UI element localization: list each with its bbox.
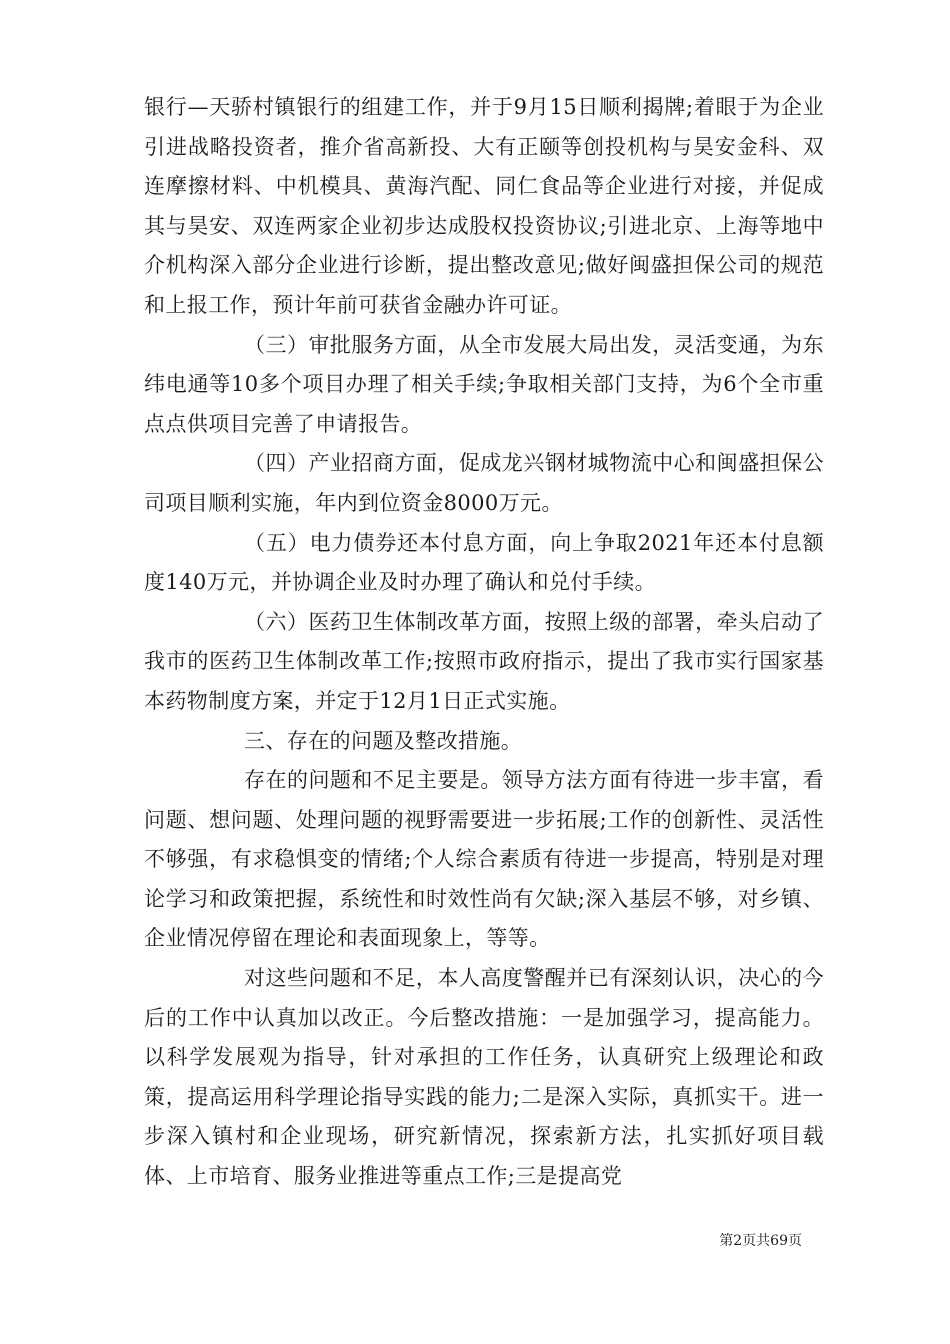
page-number-footer: 第2页共69页 [719,1233,802,1249]
paragraph-approval-services: （三）审批服务方面，从全市发展大局出发，灵活变通，为东纬电通等10多个项目办理了相关手续;争取相关部门支持，为6个全市重点点供项目完善了申请报告。 [144,332,824,436]
paragraph-healthcare-reform: （六）医药卫生体制改革方面，按照上级的部署，牵头启动了我市的医药卫生体制改革工作;按照市政府指示，提出了我市实行国家基本药物制度方案，并定于12月1日正式实施。 [144,609,824,713]
section-heading-problems: 三、存在的问题及整改措施。 [244,728,523,753]
paragraph-power-bonds: （五）电力债券还本付息方面，向上争取2021年还本付息额度140万元，并协调企业及时办理了确认和兑付手续。 [144,530,824,595]
paragraph-continuation: 银行—天骄村镇银行的组建工作，并于9月15日顺利揭牌;着眼于为企业引进战略投资者，推介省高新投、大有正颐等创投机构与昊安金科、双连摩擦材料、中机模具、黄海汽配、同仁食品等企业进行对接，并促成其与昊安、双连两家企业初步达成股权投资协议;引进北京、上海等地中介机构深入部分企业进行诊断，提出整改意见;做好闽盛担保公司的规范和上报工作，预计年前可获省金融办许可证。 [144,95,824,317]
paragraph-industry-investment: （四）产业招商方面，促成龙兴钢材城物流中心和闽盛担保公司项目顺利实施，年内到位资金8000万元。 [144,451,824,515]
paragraph-rectification: 对这些问题和不足，本人高度警醒并已有深刻认识，决心的今后的工作中认真加以改正。今后整改措施：一是加强学习，提高能力。以科学发展观为指导，针对承担的工作任务，认真研究上级理论和政策，提高运用科学理论指导实践的能力;二是深入实际，真抓实干。进一步深入镇村和企业现场，研究新情况，探索新方法，扎实抓好项目载体、上市培育、服务业推进等重点工作;三是提高党 [144,966,824,1189]
paragraph-problems: 存在的问题和不足主要是。领导方法方面有待进一步丰富，看问题、想问题、处理问题的视野需要进一步拓展;工作的创新性、灵活性不够强，有求稳惧变的情绪;个人综合素质有待进一步提高，特别是对理论学习和政策把握，系统性和时效性尚有欠缺;深入基层不够，对乡镇、企业情况停留在理论和表面现象上，等等。 [144,768,824,951]
document-body [144,88,824,1197]
